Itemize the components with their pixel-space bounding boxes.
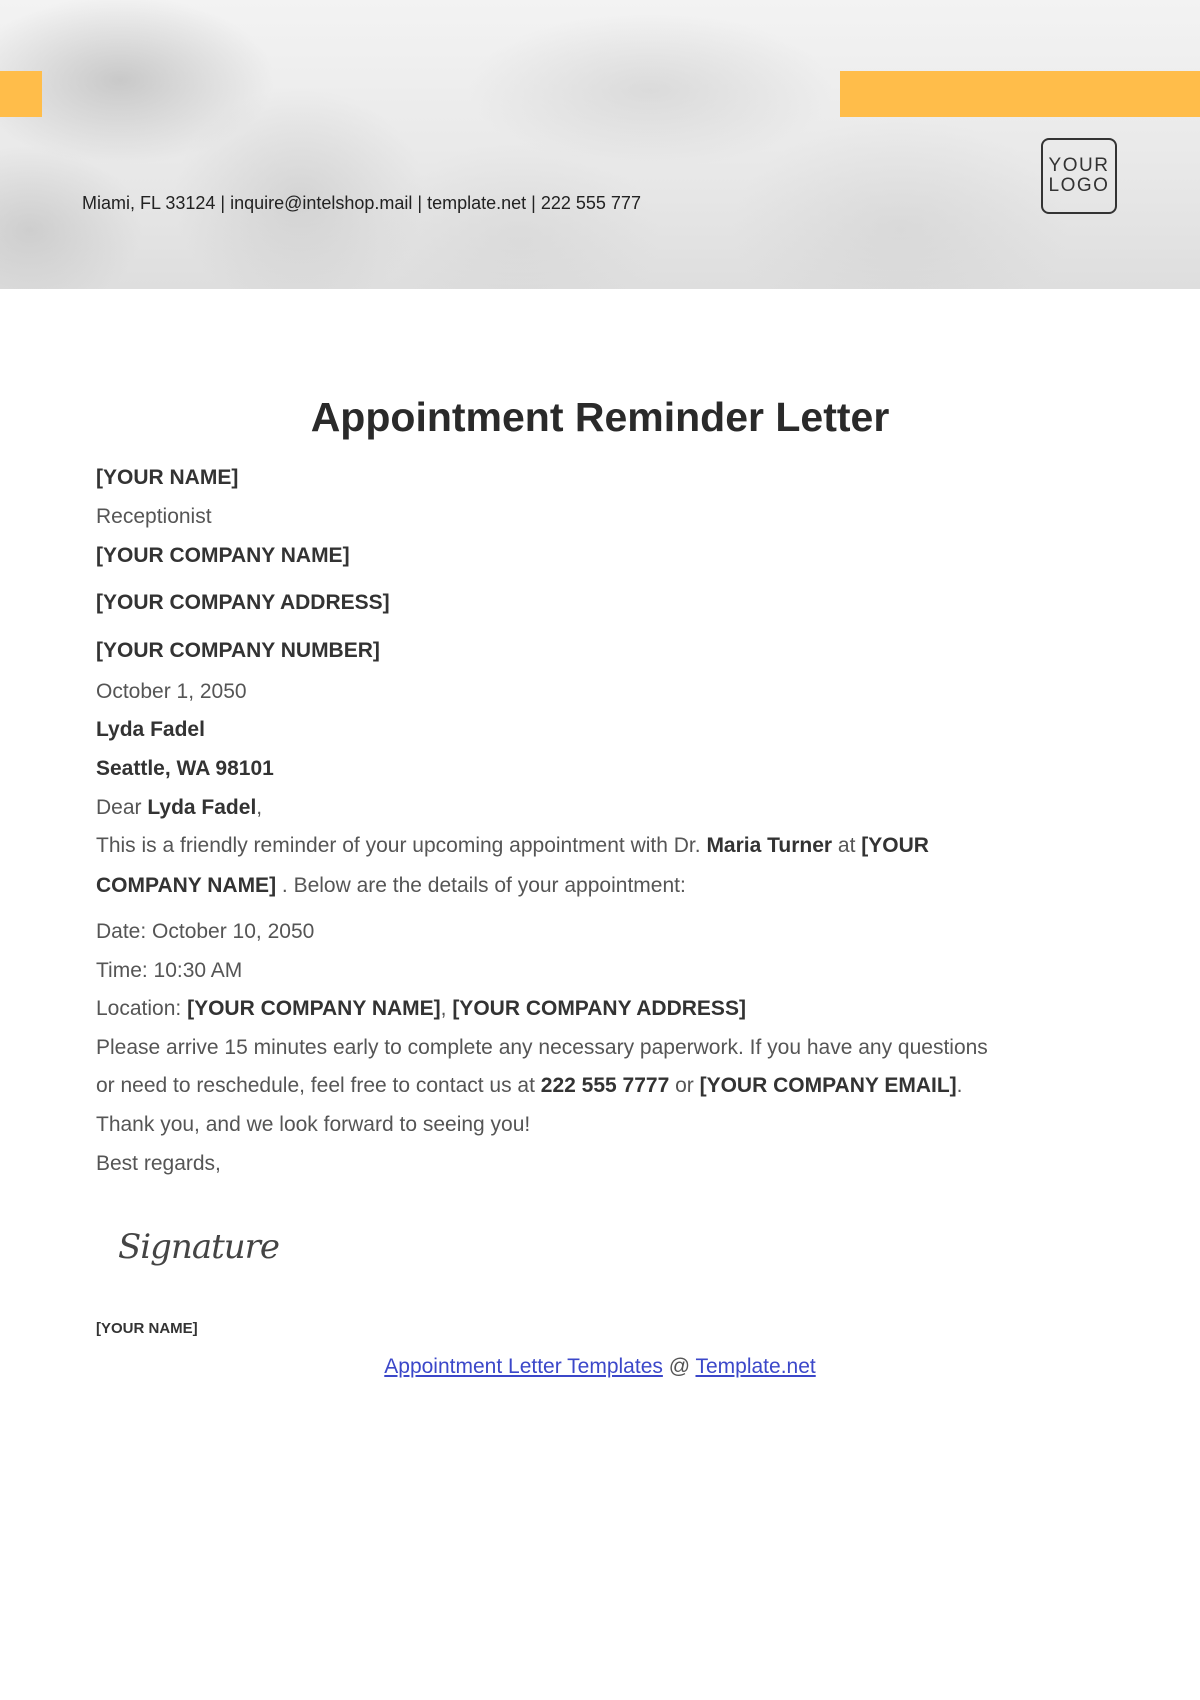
logo-text-line1: YOUR [1048,155,1110,176]
salutation-suffix: , [256,796,263,819]
p1-text-a: This is a friendly reminder of your upcoming appointment with Dr. [96,834,707,857]
letter-date: October 1, 2050 [96,680,247,703]
p1-company-part2: COMPANY NAME] [96,874,277,897]
salutation [96,796,262,820]
p2-text-b: or need to reschedule, feel free to contact us at [96,1074,541,1097]
letterhead-banner [0,0,1200,289]
body-paragraph-1-line-2 [96,874,686,898]
recipient-city: Seattle, WA 98101 [96,757,274,780]
sender-name: [YOUR NAME] [96,466,239,489]
accent-bar-right [840,71,1200,117]
body-paragraph-2-line-1: Please arrive 15 minutes early to complete any necessary paperwork. If you have any questions [96,1036,988,1059]
sender-address: [YOUR COMPANY ADDRESS] [96,591,390,614]
body-paragraph-1-line-1 [96,834,929,858]
footer-links [0,1355,1200,1379]
logo-placeholder [1041,138,1117,214]
p1-company-part1: [YOUR [861,834,929,857]
sender-number: [YOUR COMPANY NUMBER] [96,639,380,662]
template-net-link[interactable]: Template.net [695,1355,816,1378]
location-address: [YOUR COMPANY ADDRESS] [452,997,746,1020]
appointment-date: Date: October 10, 2050 [96,920,315,943]
footer-at: @ [662,1355,696,1378]
contact-email: [YOUR COMPANY EMAIL] [699,1074,957,1097]
contact-info: Miami, FL 33124 | inquire@intelshop.mail | template.net | 222 555 777 [82,193,641,213]
sender-company: [YOUR COMPANY NAME] [96,544,350,567]
location-separator: , [440,997,453,1020]
signature-image: Signature [118,1227,280,1267]
location-company: [YOUR COMPANY NAME] [187,997,441,1020]
doctor-name: Maria Turner [706,834,833,857]
appointment-time: Time: 10:30 AM [96,959,243,982]
contact-phone: 222 555 7777 [540,1074,670,1097]
p2-or: or [669,1074,700,1097]
location-label: Location: [96,997,188,1020]
sender-role: Receptionist [96,505,212,528]
p1-text-c: . Below are the details of your appointment: [276,874,686,897]
appointment-location [96,997,746,1021]
page-title: Appointment Reminder Letter [310,394,890,440]
thanks-line: Thank you, and we look forward to seeing you! [96,1113,531,1136]
signature-name: [YOUR NAME] [96,1320,198,1337]
recipient-name: Lyda Fadel [96,718,205,741]
logo-text-line2: LOGO [1048,175,1110,196]
body-paragraph-2-line-2 [96,1074,963,1098]
p1-text-b: at [832,834,862,857]
appointment-templates-link[interactable]: Appointment Letter Templates [384,1355,663,1378]
salutation-name: Lyda Fadel [147,796,257,819]
p2-end: . [956,1074,963,1097]
salutation-prefix: Dear [96,796,148,819]
closing: Best regards, [96,1152,221,1175]
accent-bar-left [0,71,42,117]
